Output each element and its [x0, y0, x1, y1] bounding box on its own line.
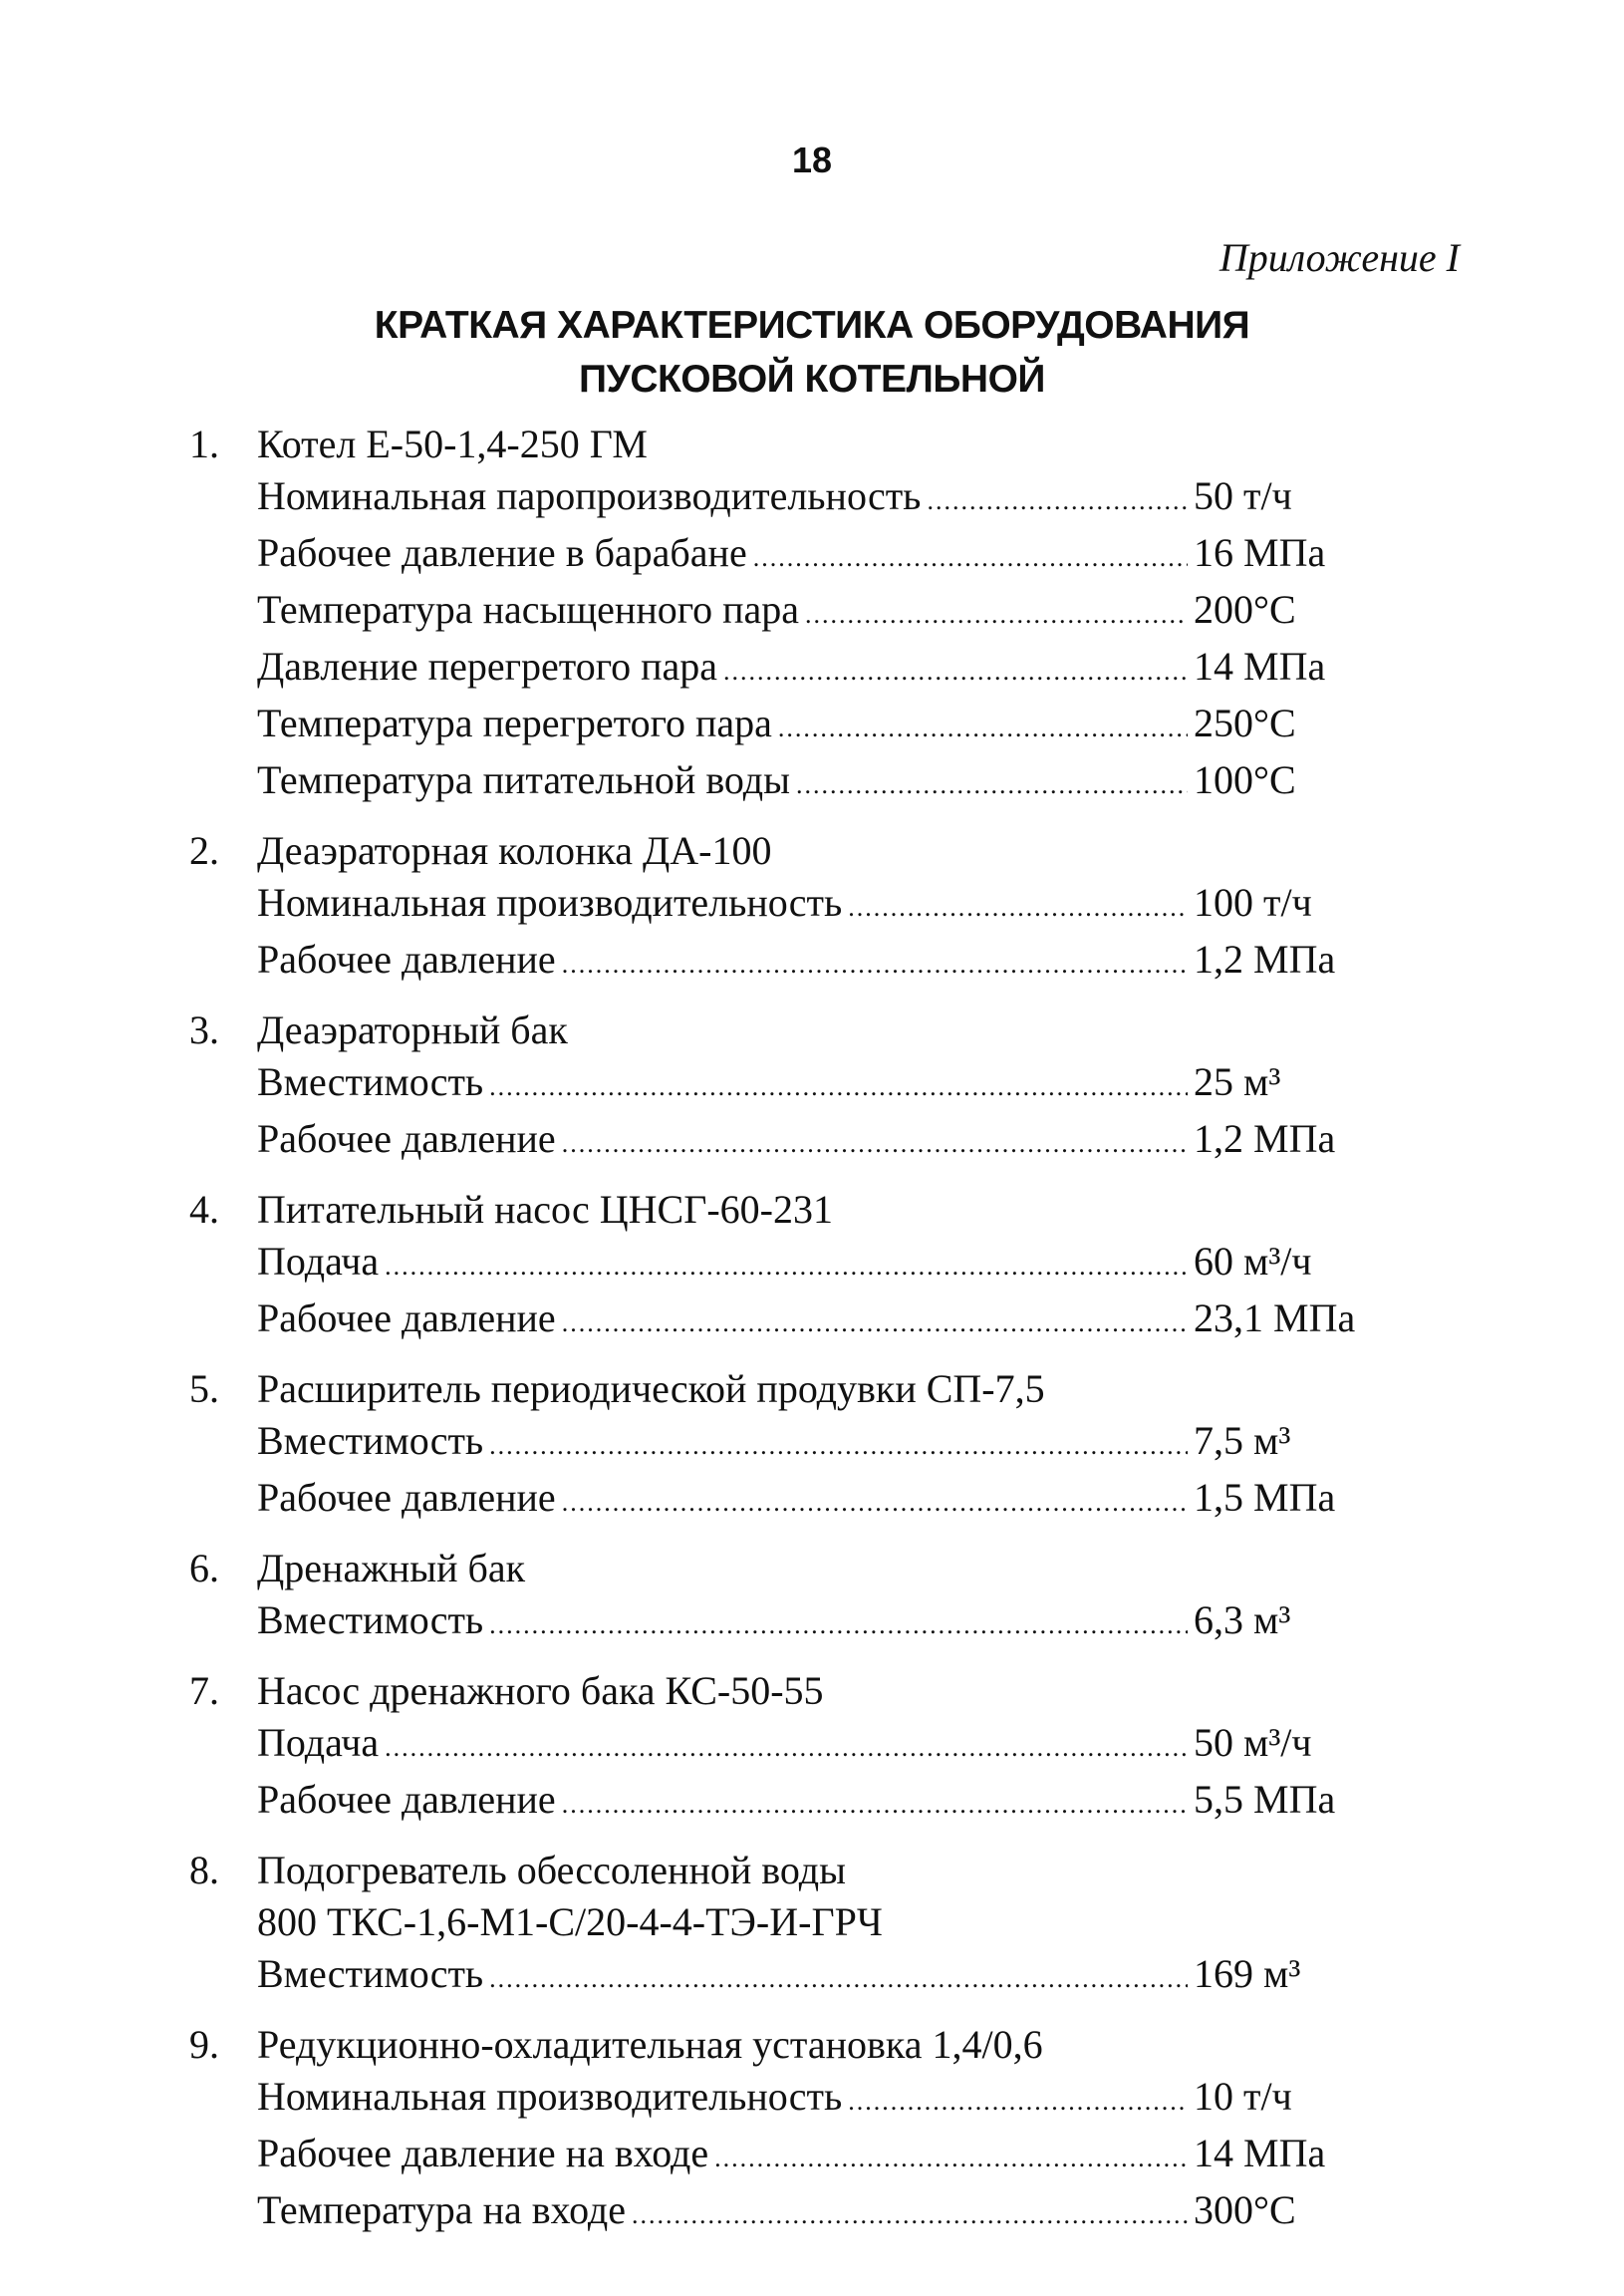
item-name: Насос дренажного бака КС-50-55 [257, 1668, 824, 1713]
dot-leader [848, 877, 1188, 934]
parameter-value: 6,3 м³ [1194, 1597, 1291, 1642]
parameter-label: Температура перегретого пара [257, 701, 772, 745]
parameter-row [257, 2128, 1363, 2184]
parameter-row [257, 584, 1363, 641]
dot-leader [489, 1056, 1188, 1113]
item-model-designation: 800 ТКС-1,6-М1-С/20-4-4-ТЭ-И-ГРЧ [257, 1899, 883, 1944]
equipment-item [189, 1184, 1385, 1349]
dot-leader [562, 934, 1188, 991]
parameter-value: 16 МПа [1194, 530, 1326, 575]
parameter-label: Давление перегретого пара [257, 644, 718, 689]
parameter-label: Рабочее давление [257, 1295, 556, 1340]
dot-leader [848, 2071, 1188, 2128]
parameter-row [257, 1236, 1363, 1292]
dot-leader [778, 698, 1188, 754]
parameter-row [257, 470, 1363, 527]
equipment-item [189, 2019, 1385, 2241]
parameter-row [257, 1113, 1363, 1170]
page-number: 18 [791, 140, 833, 180]
parameter-label: Рабочее давление [257, 937, 556, 982]
parameter-row [257, 1594, 1363, 1651]
equipment-item-heading [189, 2019, 1385, 2071]
parameter-value: 60 м³/ч [1194, 1239, 1312, 1284]
parameter-value: 50 м³/ч [1194, 1720, 1312, 1765]
parameter-value: 14 МПа [1194, 2131, 1326, 2175]
parameter-value: 1,2 МПа [1194, 1116, 1336, 1161]
parameter-row [257, 641, 1363, 698]
parameter-label: Рабочее давление в барабане [257, 530, 747, 575]
equipment-item [189, 1665, 1385, 1831]
title-line-2: ПУСКОВОЙ КОТЕЛЬНОЙ [579, 358, 1045, 401]
parameter-row [257, 1056, 1363, 1113]
parameter-value: 250°С [1194, 701, 1296, 745]
item-name: Котел Е-50-1,4-250 ГМ [257, 422, 648, 466]
parameter-label: Номинальная производительность [257, 2074, 843, 2119]
parameter-row [257, 698, 1363, 754]
dot-leader [489, 1594, 1188, 1651]
title-line-1: КРАТКАЯ ХАРАКТЕРИСТИКА ОБОРУДОВАНИЯ [374, 304, 1250, 347]
parameter-value: 100°С [1194, 757, 1296, 802]
item-name: Расширитель периодической продувки СП-7,5 [257, 1366, 1045, 1411]
parameter-label: Температура насыщенного пара [257, 587, 800, 632]
item-number: 9. [189, 2022, 219, 2067]
equipment-item [189, 825, 1385, 991]
parameter-label: Вместимость [257, 1418, 484, 1463]
parameter-value: 14 МПа [1194, 644, 1326, 689]
parameter-label: Номинальная производительность [257, 880, 843, 925]
parameter-value: 300°С [1194, 2187, 1296, 2232]
parameter-row [257, 754, 1363, 811]
parameter-value: 25 м³ [1194, 1059, 1281, 1104]
parameter-label: Вместимость [257, 1059, 484, 1104]
dot-leader [489, 1415, 1188, 1472]
dot-leader [805, 584, 1188, 641]
parameter-value: 169 м³ [1194, 1951, 1301, 1996]
dot-leader [562, 1113, 1188, 1170]
dot-leader [562, 1774, 1188, 1831]
equipment-item [189, 1363, 1385, 1529]
equipment-item-heading [189, 1363, 1385, 1415]
parameter-value: 10 т/ч [1194, 2074, 1292, 2119]
parameter-row [257, 877, 1363, 934]
item-name: Деаэраторный бак [257, 1007, 568, 1052]
item-number: 4. [189, 1187, 219, 1232]
item-number: 2. [189, 828, 219, 873]
item-number: 3. [189, 1007, 219, 1052]
item-number: 6. [189, 1546, 219, 1590]
dot-leader [927, 470, 1188, 527]
parameter-row [257, 1774, 1363, 1831]
parameter-value: 100 т/ч [1194, 880, 1312, 925]
parameter-row [257, 1292, 1363, 1349]
parameter-row [257, 527, 1363, 584]
parameter-label: Подача [257, 1239, 380, 1284]
parameter-label: Вместимость [257, 1951, 484, 1996]
parameter-row [257, 2071, 1363, 2128]
parameter-row [257, 934, 1363, 991]
item-name: Дренажный бак [257, 1546, 526, 1590]
parameter-value: 200°С [1194, 587, 1296, 632]
item-number: 1. [189, 422, 219, 466]
parameter-row [257, 1948, 1363, 2005]
equipment-item [189, 419, 1385, 811]
equipment-item-heading [189, 1004, 1385, 1056]
parameter-row [257, 2184, 1363, 2241]
dot-leader [753, 527, 1188, 584]
parameter-row [257, 1472, 1363, 1529]
equipment-item [189, 1004, 1385, 1170]
appendix-label: Приложение I [1218, 235, 1460, 280]
item-number: 5. [189, 1366, 219, 1411]
dot-leader [796, 754, 1188, 811]
equipment-item-heading [189, 1665, 1385, 1717]
document-title [0, 299, 1624, 407]
parameter-value: 5,5 МПа [1194, 1777, 1336, 1822]
item-name: Подогреватель обессоленной воды [257, 1848, 846, 1892]
equipment-item [189, 1845, 1385, 2005]
equipment-item-heading [189, 1184, 1385, 1236]
parameter-row [257, 1717, 1363, 1774]
parameter-value: 50 т/ч [1194, 473, 1292, 518]
parameter-value: 1,2 МПа [1194, 937, 1336, 982]
parameter-label: Температура питательной воды [257, 757, 790, 802]
equipment-item [189, 1543, 1385, 1651]
dot-leader [489, 1948, 1188, 2005]
parameter-value: 7,5 м³ [1194, 1418, 1291, 1463]
equipment-item-heading [189, 1543, 1385, 1594]
parameter-row [257, 1415, 1363, 1472]
parameter-label: Номинальная паропроизводительность [257, 473, 922, 518]
parameter-label: Вместимость [257, 1597, 484, 1642]
item-name: Деаэраторная колонка ДА-100 [257, 828, 772, 873]
item-number: 7. [189, 1668, 219, 1713]
parameter-label: Рабочее давление [257, 1475, 556, 1520]
parameter-label: Рабочее давление [257, 1116, 556, 1161]
parameter-label: Рабочее давление [257, 1777, 556, 1822]
parameter-value: 1,5 МПа [1194, 1475, 1336, 1520]
equipment-item-heading [189, 419, 1385, 470]
dot-leader [385, 1717, 1188, 1774]
equipment-list [189, 419, 1385, 2255]
dot-leader [562, 1292, 1188, 1349]
item-name: Редукционно-охладительная установка 1,4/0,6 [257, 2022, 1043, 2067]
dot-leader [385, 1236, 1188, 1292]
parameter-label: Рабочее давление на входе [257, 2131, 709, 2175]
dot-leader [632, 2184, 1188, 2241]
dot-leader [714, 2128, 1188, 2184]
dot-leader [562, 1472, 1188, 1529]
equipment-item-heading [189, 1845, 1385, 1896]
parameter-value: 23,1 МПа [1194, 1295, 1356, 1340]
item-name: Питательный насос ЦНСГ-60-231 [257, 1187, 833, 1232]
equipment-item-heading [189, 825, 1385, 877]
parameter-label: Подача [257, 1720, 380, 1765]
item-number: 8. [189, 1848, 219, 1892]
parameter-label: Температура на входе [257, 2187, 627, 2232]
dot-leader [723, 641, 1188, 698]
